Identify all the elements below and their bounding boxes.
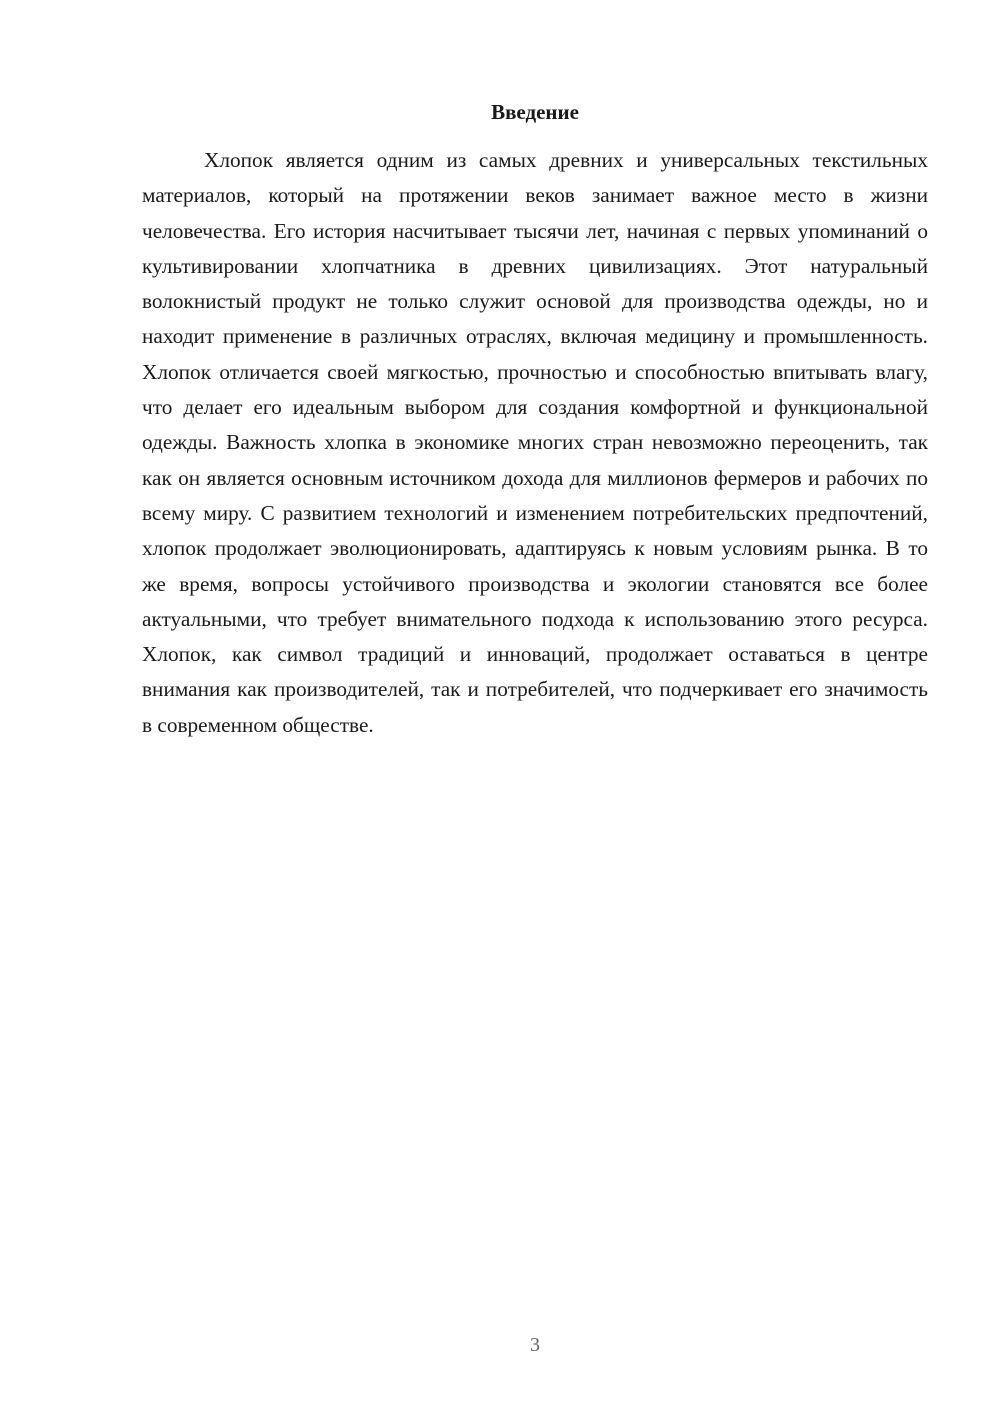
body-paragraph: Хлопок является одним из самых древних и универсальных текстильных материалов, который на протяжении веков занимает важное место в жизни человечества. Его история насчитывает тысячи лет, начиная с первых упоминаний о культивировании хлопчатника в древних цивилизациях. Этот натуральный волокнистый продукт не только служит основой для производства одежды, но и находит применение в различных отраслях, включая медицину и промышленность. Хлопок отличается своей мягкостью, прочностью и способностью впитывать влагу, что делает его идеальным выбором для создания комфортной и функциональной одежды. Важность хлопка в экономике многих стран невозможно переоценить, так как он является основным источником дохода для миллионов фермеров и рабочих по всему миру. С развитием технологий и изменением потребительских предпочтений, хлопок продолжает эволюционировать, адаптируясь к новым условиям рынка. В то же время, вопросы устойчивого производства и экологии становятся все более актуальными, что требует внимательного подхода к использованию этого ресурса. Хлопок, как символ традиций и инноваций, продолжает оставаться в центре внимания как производителей, так и потребителей, что подчеркивает его значимость в современном обществе. xyxy=(142,148,928,737)
page-number: 3 xyxy=(530,1334,540,1356)
section-heading: Введение xyxy=(491,100,579,124)
